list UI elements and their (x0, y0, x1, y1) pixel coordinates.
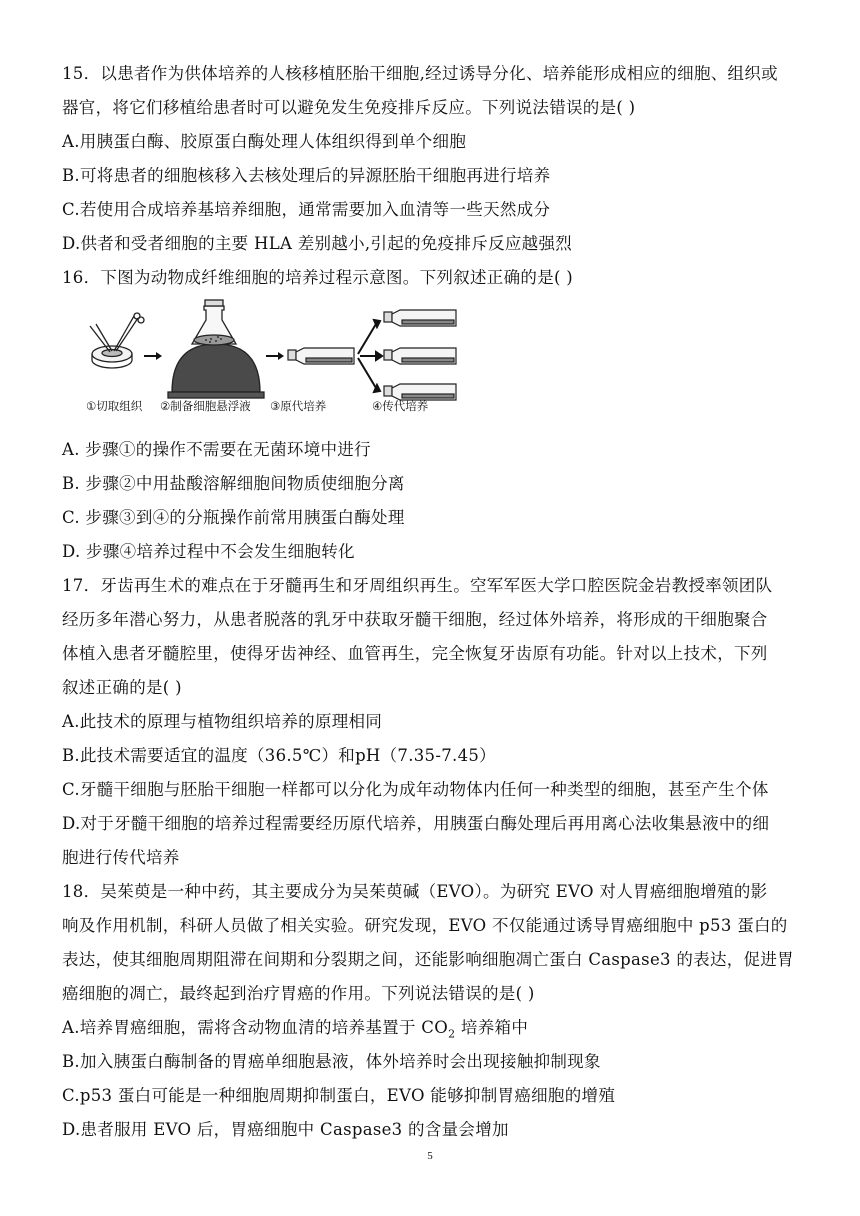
q17-option-c: C.牙髓干细胞与胚胎干细胞一样都可以分化为成年动物体内任何一种类型的细胞，甚至产生个体 (62, 780, 769, 799)
q18-option-c: C.p53 蛋白可能是一种细胞周期抑制蛋白，EVO 能够抑制胃癌细胞的增殖 (62, 1086, 616, 1105)
figure-label-step-2: ②制备细胞悬浮液 (160, 399, 251, 413)
tissue-cutting-illustration (90, 313, 144, 368)
q15-option-b: B.可将患者的细胞核移入去核处理后的异源胚胎干细胞再进行培养 (62, 166, 551, 185)
q18-option-b: B.加入胰蛋白酶制备的胃癌单细胞悬液，体外培养时会出现接触抑制现象 (62, 1052, 601, 1071)
q16-option-a: A. 步骤①的操作不需要在无菌环境中进行 (62, 440, 371, 459)
q15-stem-line-2: 器官，将它们移植给患者时可以避免发生免疫排斥反应。下列说法错误的是( ) (62, 98, 636, 117)
q15-stem-line-1: 15．以患者作为供体培养的人核移植胚胎干细胞,经过诱导分化、培养能形成相应的细胞、组织或 (62, 64, 778, 83)
q18-option-a-subscript: 2 (448, 1027, 456, 1041)
passage-arrows (358, 320, 382, 392)
q15-option-c: C.若使用合成培养基培养细胞，通常需要加入血清等一些天然成分 (62, 200, 551, 219)
q18-stem-line-2: 响及作用机制，科研人员做了相关实验。研究发现，EVO 不仅能通过诱导胃癌细胞中 p53 蛋白的 (62, 916, 788, 935)
q17-stem-line-2: 经历多年潜心努力，从患者脱落的乳牙中获取牙髓干细胞，经过体外培养，将形成的干细胞聚合 (62, 610, 768, 629)
q17-option-d-line-2: 胞进行传代培养 (62, 848, 180, 867)
q16-option-c: C. 步骤③到④的分瓶操作前常用胰蛋白酶处理 (62, 508, 405, 527)
q18-option-a-text: A.培养胃癌细胞，需将含动物血清的培养基置于 CO (62, 1018, 449, 1037)
q18-stem-line-1: 18．吴茱萸是一种中药，其主要成分为吴茱萸碱（EVO）。为研究 EVO 对人胃癌细胞增殖的影 (62, 882, 768, 901)
q17-stem-line-1: 17．牙齿再生术的难点在于牙髓再生和牙周组织再生。空军军医大学口腔医院金岩教授率领团队 (62, 576, 773, 595)
q16-option-b: B. 步骤②中用盐酸溶解细胞间物质使细胞分离 (62, 474, 405, 493)
figure-label-step-3: ③原代培养 (270, 399, 327, 413)
q18-stem-line-4: 癌细胞的凋亡，最终起到治疗胃癌的作用。下列说法错误的是( ) (62, 984, 535, 1003)
q18-option-a (62, 1016, 802, 1040)
q18-option-d: D.患者服用 EVO 后，胃癌细胞中 Caspase3 的含量会增加 (62, 1120, 509, 1139)
q17-option-a: A.此技术的原理与植物组织培养的原理相同 (62, 712, 383, 731)
page-number: 5 (427, 1150, 433, 1162)
q15-option-a: A.用胰蛋白酶、胶原蛋白酶处理人体组织得到单个细胞 (62, 132, 467, 151)
q18-stem-line-3: 表达，使其细胞周期阻滞在间期和分裂期之间，还能影响细胞凋亡蛋白 Caspase3 的表达，促进胃 (62, 950, 794, 969)
q16-option-d: D. 步骤④培养过程中不会发生细胞转化 (62, 542, 355, 561)
q17-option-b: B.此技术需要适宜的温度（36.5℃）和pH（7.35-7.45） (62, 746, 496, 765)
q16-stem-line-1: 16．下图为动物成纤维细胞的培养过程示意图。下列叙述正确的是( ) (62, 268, 574, 287)
q17-stem-line-4: 叙述正确的是( ) (62, 678, 182, 697)
q15-option-d: D.供者和受者细胞的主要 HLA 差别越小,引起的免疫排斥反应越强烈 (62, 234, 573, 253)
q17-option-d-line-1: D.对于牙髓干细胞的培养过程需要经历原代培养，用胰蛋白酶处理后再用离心法收集悬液中的细 (62, 814, 770, 833)
cell-suspension-illustration (168, 300, 264, 398)
q18-option-a-tail: 培养箱中 (455, 1018, 529, 1037)
primary-culture-flask (288, 348, 354, 364)
figure-label-step-1: ①切取组织 (86, 399, 143, 413)
q17-stem-line-3: 体植入患者牙髓腔里，使得牙齿神经、血管再生，完全恢复牙齿原有功能。针对以上技术，下列 (62, 644, 768, 663)
figure-label-step-4: ④传代培养 (372, 399, 429, 413)
subculture-flasks (384, 310, 456, 400)
